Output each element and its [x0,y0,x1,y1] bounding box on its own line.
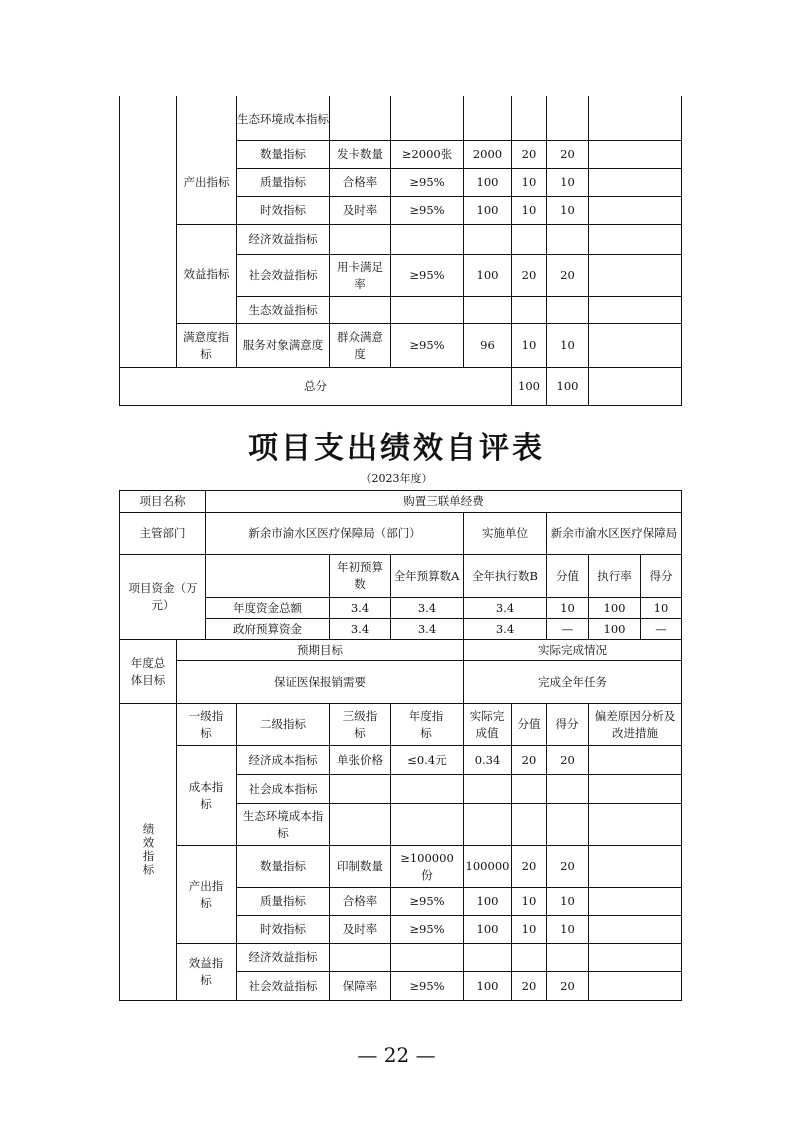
timeliness-l3: 及时率 [342,203,378,217]
timeliness-score: 10 [560,203,575,217]
fund-total-label: 年度资金总额 [233,600,302,615]
satisfaction-l3: 群众满意度 [337,329,383,361]
page-subtitle: （2023年度） [360,472,433,485]
social-target: ≥95% [409,268,445,282]
goal-label: 年度总体目标 [130,655,166,687]
fund-gov-got: — [655,621,667,636]
quality-l3: 合格率 [342,175,378,189]
benefit-label: 效益指标 [188,956,224,987]
fund-total-initial: 3.4 [350,600,370,615]
f-timeliness-weight: 10 [521,922,537,936]
quality-score: 10 [560,175,575,189]
f-quality-l2: 质量指标 [260,894,306,908]
econ-cost-actual: 0.34 [474,752,501,767]
fund-total-annual: 3.4 [417,600,437,615]
timeliness-weight: 10 [521,203,537,217]
f-timeliness-l2: 时效指标 [260,922,306,936]
total-label: 总分 [304,379,327,393]
expected-label: 预期目标 [297,642,343,657]
f-quantity-l2: 数量指标 [260,859,306,873]
f-quantity-actual: 100000 [465,859,510,873]
satisfaction-l2: 服务对象满意度 [242,338,324,352]
eco-benefit-l2: 生态效益指标 [248,302,318,317]
f-quality-target: ≥95% [409,894,445,908]
fund-gov-annual: 3.4 [417,621,437,636]
perf-header-actual: 实际完成值 [469,708,505,740]
actual-label: 实际完成情况 [538,642,607,657]
fund-gov-score-val: — [561,621,574,636]
f-social-actual: 100 [476,978,499,993]
timeliness-actual: 100 [476,203,499,217]
f-timeliness-target: ≥95% [409,922,445,936]
dept-label: 主管部门 [139,526,186,540]
f-social-score: 20 [560,978,575,993]
satisfaction-actual: 96 [480,338,495,352]
total-score: 100 [556,379,579,393]
quantity-l2: 数量指标 [260,147,306,161]
fund-gov-rate: 100 [603,621,626,636]
social-cost-l2: 社会成本指标 [248,781,318,796]
econ-cost-l2: 经济成本指标 [248,752,318,767]
quality-l2: 质量指标 [260,175,306,189]
f-quality-score: 10 [560,894,575,908]
perf-header-l3: 三级指标 [342,708,378,740]
quantity-score: 20 [560,147,575,161]
timeliness-l2: 时效指标 [260,203,306,217]
econ-cost-score: 20 [560,752,575,767]
fund-total-score-val: 10 [560,600,575,615]
social-weight: 20 [521,268,537,282]
quantity-l3: 发卡数量 [337,147,383,161]
total-weight: 100 [518,379,540,393]
social-l3: 用卡满足率 [337,259,383,291]
eco-env-cost-label: 生态环境成本指标 [237,111,329,126]
fund-header-initial: 年初预算数 [337,560,383,591]
fund-header-annual: 全年预算数A [393,568,460,583]
expected-value: 保证医保报销需要 [274,674,366,689]
f-timeliness-score: 10 [560,922,575,936]
f-timeliness-actual: 100 [476,922,499,936]
f-social-l3: 保障率 [342,978,378,993]
f-timeliness-l3: 及时率 [342,922,378,936]
econ-cost-weight: 20 [521,752,537,767]
quantity-weight: 20 [521,147,537,161]
f-social-l2: 社会效益指标 [248,978,318,993]
satisfaction-l1: 满意度指标 [183,329,229,361]
econ-cost-l3: 单张价格 [337,752,383,767]
cost-indicator-label: 成本指标 [188,779,224,811]
page-number: — 22 — [357,1043,436,1067]
fund-total-rate: 100 [603,600,626,615]
perf-label: 绩效指标 [141,823,156,877]
quality-actual: 100 [476,175,499,189]
page-title: 项目支出绩效自评表 [248,431,545,466]
timeliness-target: ≥95% [409,203,445,217]
eco-cost-l2: 生态环境成本指标 [242,808,324,840]
perf-header-l1: 一级指标 [188,708,224,740]
f-social-target: ≥95% [409,978,445,993]
fund-header-exec: 全年执行数B [472,568,538,583]
satisfaction-weight: 10 [521,338,537,352]
actual-value: 完成全年任务 [538,674,607,689]
quality-target: ≥95% [409,175,445,189]
fund-gov-label: 政府预算资金 [233,621,302,636]
fund-total-exec: 3.4 [495,600,515,615]
fund-gov-initial: 3.4 [350,621,370,636]
quantity-actual: 2000 [472,147,503,161]
f-quality-l3: 合格率 [342,894,378,908]
dept-value: 新余市渝水区医疗保障局（部门） [248,526,421,540]
economic-l2: 经济效益指标 [248,232,318,246]
output-label: 产出指标 [188,878,224,910]
perf-header-score: 得分 [555,717,579,731]
f-quantity-l3: 印制数量 [337,859,383,873]
perf-header-l2: 二级指标 [260,717,306,731]
quality-weight: 10 [521,175,537,189]
f-quantity-score: 20 [560,859,575,873]
perf-header-weight: 分值 [517,717,541,731]
f-social-weight: 20 [521,978,537,993]
benefit-indicator-label: 效益指标 [183,266,230,281]
perf-header-reason: 偏差原因分析及改进措施 [594,708,676,740]
fund-label: 项目资金（万元） [128,581,198,612]
output-indicator-label: 产出指标 [183,175,230,189]
f-quality-weight: 10 [521,894,537,908]
social-actual: 100 [476,268,499,282]
impl-value: 新余市渝水区医疗保障局 [550,526,678,540]
perf-header-target: 年度指标 [408,708,444,740]
satisfaction-target: ≥95% [409,338,445,352]
quantity-target: ≥2000张 [401,147,453,161]
f-economic-l2: 经济效益指标 [248,950,318,964]
impl-label: 实施单位 [482,526,528,540]
f-quantity-weight: 20 [521,859,537,873]
social-l2: 社会效益指标 [248,268,318,282]
social-score: 20 [560,268,575,282]
f-quantity-target: ≥100000份 [400,850,454,882]
f-quality-actual: 100 [476,894,499,908]
fund-total-got: 10 [653,600,669,615]
satisfaction-score: 10 [560,338,575,352]
project-name-value: 购置三联单经费 [403,494,484,508]
econ-cost-target: ≤0.4元 [407,752,447,767]
fund-header-got: 得分 [649,568,673,583]
fund-gov-exec: 3.4 [495,621,515,636]
fund-header-rate: 执行率 [597,568,632,583]
fund-header-score-val: 分值 [556,568,579,583]
project-name-label: 项目名称 [139,494,186,508]
